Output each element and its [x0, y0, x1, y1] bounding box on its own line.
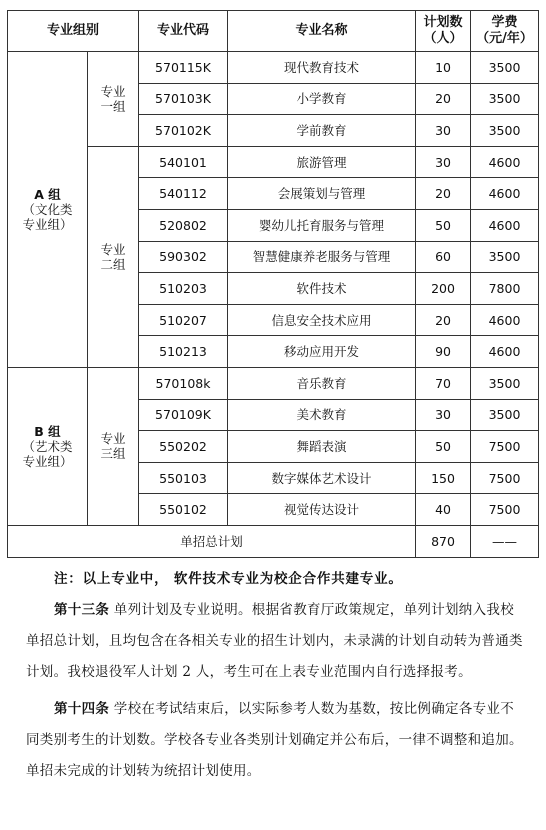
group-b-cell — [8, 367, 88, 525]
header-plan — [416, 11, 471, 52]
group-b-desc2: 专业组） — [22, 453, 73, 469]
cell-plan: 40 — [416, 494, 471, 526]
cell-fee: 7800 — [471, 273, 539, 305]
cell-fee: 4600 — [471, 304, 539, 336]
cell-plan: 90 — [416, 336, 471, 368]
header-plan-line1: 计划数 — [423, 15, 463, 30]
article-13 — [26, 595, 526, 688]
cell-plan: 70 — [416, 367, 471, 399]
cell-code: 570102K — [139, 115, 228, 147]
cell-fee: 4600 — [471, 336, 539, 368]
cell-name: 小学教育 — [228, 83, 416, 115]
cell-plan: 50 — [416, 209, 471, 241]
cell-name: 信息安全技术应用 — [228, 304, 416, 336]
enrollment-plan-table — [7, 10, 539, 558]
cell-fee: 3500 — [471, 399, 539, 431]
cell-code: 510207 — [139, 304, 228, 336]
total-label: 单招总计划 — [8, 525, 416, 557]
cell-name: 现代教育技术 — [228, 52, 416, 84]
notes-section — [26, 564, 526, 787]
group-b-desc1: （艺术类 — [22, 438, 73, 454]
cell-name: 学前教育 — [228, 115, 416, 147]
table-header-row — [8, 11, 539, 52]
cell-plan: 20 — [416, 83, 471, 115]
header-group: 专业组别 — [8, 11, 139, 52]
cell-plan: 30 — [416, 115, 471, 147]
group-a-cell — [8, 52, 88, 368]
cell-name: 婴幼儿托育服务与管理 — [228, 209, 416, 241]
cell-code: 550102 — [139, 494, 228, 526]
subgroup-3-line2: 三组 — [100, 446, 126, 462]
total-fee: —— — [471, 525, 539, 557]
subgroup-3-cell — [88, 367, 139, 525]
cell-code: 570103K — [139, 83, 228, 115]
article-13-body: 单列计划及专业说明。根据省教育厅政策规定，单列计划纳入我校单招总计划，且均包含在各相关专业的招生计划内，未录满的计划自动转为普通类计划。我校退役军人计划 2 人，考生可在上表专业范围内自行选择报考。 — [26, 602, 523, 680]
header-plan-line2: （人） — [423, 31, 463, 46]
cell-plan: 30 — [416, 146, 471, 178]
cell-fee: 3500 — [471, 52, 539, 84]
cell-code: 570109K — [139, 399, 228, 431]
cell-plan: 60 — [416, 241, 471, 273]
cell-code: 540112 — [139, 178, 228, 210]
cell-name: 软件技术 — [228, 273, 416, 305]
total-row — [8, 525, 539, 557]
table-row — [8, 146, 539, 178]
group-b-title: B 组 — [34, 423, 61, 439]
cell-name: 音乐教育 — [228, 367, 416, 399]
cell-code: 550103 — [139, 462, 228, 494]
cell-fee: 3500 — [471, 367, 539, 399]
header-fee — [471, 11, 539, 52]
subgroup-1-cell — [88, 52, 139, 147]
cell-plan: 50 — [416, 431, 471, 463]
article-13-title: 第十三条 — [54, 602, 110, 618]
cell-plan: 20 — [416, 178, 471, 210]
subgroup-1-line1: 专业 — [100, 83, 126, 99]
cell-fee: 3500 — [471, 83, 539, 115]
subgroup-2-line1: 专业 — [100, 241, 126, 257]
cell-code: 520802 — [139, 209, 228, 241]
cell-fee: 4600 — [471, 209, 539, 241]
cell-fee: 7500 — [471, 462, 539, 494]
group-a-desc1: （文化类 — [22, 201, 73, 217]
header-fee-line2: （元/年） — [476, 31, 533, 46]
cell-fee: 4600 — [471, 146, 539, 178]
header-name: 专业名称 — [228, 11, 416, 52]
cell-code: 510203 — [139, 273, 228, 305]
cell-fee: 3500 — [471, 115, 539, 147]
cell-name: 舞蹈表演 — [228, 431, 416, 463]
header-fee-line1: 学费 — [491, 15, 518, 30]
cell-name: 视觉传达设计 — [228, 494, 416, 526]
cell-code: 550202 — [139, 431, 228, 463]
table-row — [8, 52, 539, 84]
subgroup-2-line2: 二组 — [100, 256, 126, 272]
cell-name: 美术教育 — [228, 399, 416, 431]
cell-fee: 7500 — [471, 431, 539, 463]
cell-fee: 3500 — [471, 241, 539, 273]
cell-plan: 150 — [416, 462, 471, 494]
cell-fee: 4600 — [471, 178, 539, 210]
cell-name: 移动应用开发 — [228, 336, 416, 368]
cell-plan: 30 — [416, 399, 471, 431]
cell-code: 590302 — [139, 241, 228, 273]
cell-code: 510213 — [139, 336, 228, 368]
cell-name: 数字媒体艺术设计 — [228, 462, 416, 494]
article-14 — [26, 694, 526, 787]
group-a-desc2: 专业组） — [22, 216, 73, 232]
table-row — [8, 367, 539, 399]
header-code: 专业代码 — [139, 11, 228, 52]
cell-plan: 200 — [416, 273, 471, 305]
subgroup-1-line2: 一组 — [100, 98, 126, 114]
cell-plan: 10 — [416, 52, 471, 84]
group-a-title: A 组 — [34, 186, 61, 202]
article-14-body: 学校在考试结束后，以实际参考人数为基数，按比例确定各专业不同类别考生的计划数。学校各专业各类别计划确定并公布后，一律不调整和追加。单招未完成的计划转为统招计划使用。 — [26, 701, 523, 779]
subgroup-2-cell — [88, 146, 139, 367]
table-note: 注：以上专业中， 软件技术专业为校企合作共建专业。 — [54, 571, 403, 587]
total-plan: 870 — [416, 525, 471, 557]
subgroup-3-line1: 专业 — [100, 431, 126, 447]
cell-code: 570115K — [139, 52, 228, 84]
cell-fee: 7500 — [471, 494, 539, 526]
cell-code: 540101 — [139, 146, 228, 178]
cell-name: 旅游管理 — [228, 146, 416, 178]
cell-plan: 20 — [416, 304, 471, 336]
cell-name: 会展策划与管理 — [228, 178, 416, 210]
cell-code: 570108k — [139, 367, 228, 399]
cell-name: 智慧健康养老服务与管理 — [228, 241, 416, 273]
article-14-title: 第十四条 — [54, 701, 110, 717]
